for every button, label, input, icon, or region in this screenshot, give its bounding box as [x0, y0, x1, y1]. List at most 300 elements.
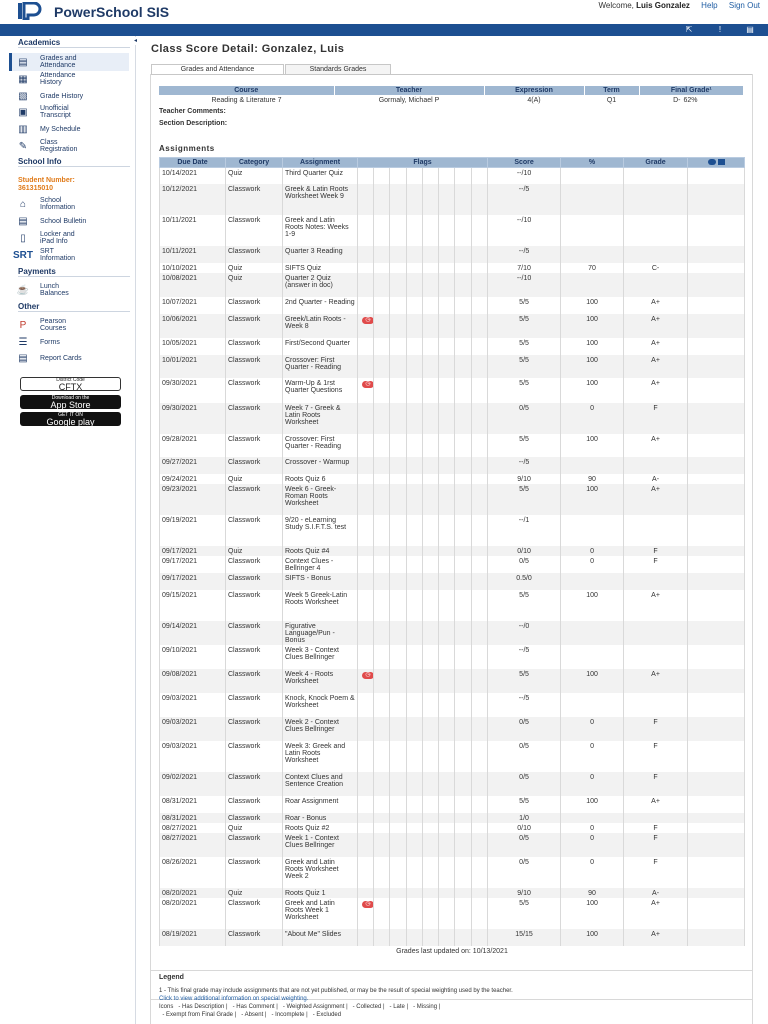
- flag-cell: [390, 378, 407, 403]
- alert-icon[interactable]: !: [718, 25, 722, 34]
- assignment-icons-cell: [688, 857, 745, 888]
- assignment-score: 5/5: [488, 314, 561, 338]
- assignment-name[interactable]: Roar Assignment: [283, 796, 358, 813]
- assignment-name[interactable]: Crossover: First Quarter - Reading: [283, 355, 358, 378]
- district-code-label: District Code: [56, 376, 85, 383]
- flag-cell: [407, 338, 423, 355]
- assignment-row: [160, 246, 745, 263]
- attendance-icon: ▦: [18, 73, 28, 85]
- flag-cell: [455, 314, 472, 338]
- flag-cell: [358, 645, 374, 669]
- flag-cell: [455, 717, 472, 741]
- flag-cell: [358, 297, 374, 314]
- sign-out-link[interactable]: Sign Out: [728, 1, 760, 10]
- flag-cell: [407, 403, 423, 434]
- assignment-name[interactable]: Greek and Latin Roots Worksheet Week 2: [283, 857, 358, 888]
- column-header-icons: [688, 158, 745, 168]
- legend: [150, 970, 753, 1024]
- flag-cell: [472, 484, 488, 515]
- assignment-grade: A+: [624, 338, 688, 355]
- flag-cell: [455, 823, 472, 833]
- report-cards-icon: ▤: [18, 352, 28, 364]
- assignment-row: [160, 669, 745, 693]
- assignment-icons-cell: [688, 590, 745, 621]
- flag-cell: [439, 338, 455, 355]
- flag-cell: [358, 888, 374, 898]
- assignment-category: Classwork: [226, 693, 283, 717]
- sidebar-item-report-cards[interactable]: [12, 349, 132, 367]
- assignment-row: [160, 898, 745, 929]
- assignment-due-date: 08/20/2021: [160, 888, 226, 898]
- assignment-name[interactable]: Week 5 Greek-Latin Roots Worksheet: [283, 590, 358, 621]
- flag-cell: [407, 215, 423, 246]
- assignment-icons-cell: [688, 184, 745, 215]
- assignment-name[interactable]: Roots Quiz #2: [283, 823, 358, 833]
- flag-cell: [358, 772, 374, 796]
- assignment-percent: 0: [561, 772, 624, 796]
- assignment-icons-cell: [688, 215, 745, 246]
- assignment-due-date: 08/19/2021: [160, 929, 226, 946]
- flag-cell: [423, 621, 439, 645]
- assignment-name[interactable]: Greek and Latin Roots Notes: Weeks 1-9: [283, 215, 358, 246]
- flag-cell: [439, 741, 455, 772]
- assignment-name[interactable]: Week 7 - Greek & Latin Roots Worksheet: [283, 403, 358, 434]
- assignment-percent: 100: [561, 669, 624, 693]
- assignment-icons-cell: [688, 355, 745, 378]
- assignment-category: Classwork: [226, 246, 283, 263]
- flag-cell: [390, 888, 407, 898]
- assignment-percent: 100: [561, 898, 624, 929]
- academics-heading: Academics: [18, 38, 61, 47]
- assignment-due-date: 10/11/2021: [160, 246, 226, 263]
- sidebar-item-attendance-history[interactable]: [12, 70, 132, 88]
- assignment-category: Quiz: [226, 263, 283, 273]
- sidebar-item-label: Forms: [40, 338, 60, 346]
- flag-cell: [439, 484, 455, 515]
- flag-cell: [374, 403, 390, 434]
- assignment-name[interactable]: Week 1 - Context Clues Bellringer: [283, 833, 358, 857]
- flag-cell: [472, 338, 488, 355]
- flag-cell: [472, 813, 488, 823]
- flag-cell: [455, 403, 472, 434]
- grades-updated-text: Grades last updated on: 10/13/2021: [396, 948, 508, 955]
- flag-cell: [374, 215, 390, 246]
- assignment-due-date: 08/27/2021: [160, 823, 226, 833]
- flag-cell: [390, 457, 407, 474]
- flag-cell: [390, 693, 407, 717]
- assignment-due-date: 09/30/2021: [160, 403, 226, 434]
- assignment-row: [160, 314, 745, 338]
- sidebar-item-lunch-balances[interactable]: [12, 281, 132, 299]
- assignment-percent: [561, 573, 624, 590]
- assignment-icons-cell: [688, 693, 745, 717]
- collapse-sidebar-icon[interactable]: ◂: [134, 37, 141, 45]
- flag-cell: [358, 693, 374, 717]
- flag-cell: [472, 546, 488, 556]
- flag-cell: [374, 246, 390, 263]
- assignment-percent: [561, 645, 624, 669]
- late-flag-icon[interactable]: ◷: [362, 672, 374, 679]
- assignment-name[interactable]: Third Quarter Quiz: [283, 168, 358, 184]
- sidebar-item-label: School Bulletin: [40, 217, 87, 225]
- external-link-icon[interactable]: ⇱: [685, 25, 693, 34]
- assignment-due-date: 09/03/2021: [160, 693, 226, 717]
- assignment-name[interactable]: Crossover: First Quarter - Reading: [283, 434, 358, 457]
- tab-standards-grades[interactable]: Standards Grades: [285, 64, 391, 74]
- flag-cell: [374, 484, 390, 515]
- flag-cell: [374, 741, 390, 772]
- assignment-row: [160, 297, 745, 314]
- assignment-name[interactable]: Week 6 - Greek-Roman Roots Worksheet: [283, 484, 358, 515]
- assignment-name[interactable]: Greek/Latin Roots - Week 8: [283, 314, 358, 338]
- flag-cell: [358, 378, 374, 403]
- flag-cell: [390, 246, 407, 263]
- assignment-category: Classwork: [226, 929, 283, 946]
- sidebar-item-srt-information[interactable]: [12, 246, 132, 264]
- column-header-grade[interactable]: Grade: [624, 158, 688, 168]
- flag-cell: [390, 898, 407, 929]
- legend-title: Legend: [159, 974, 184, 981]
- assignment-grade: [624, 515, 688, 546]
- flag-cell: [423, 515, 439, 546]
- flag-cell: [423, 297, 439, 314]
- assignment-row: [160, 484, 745, 515]
- sidebar-item-unofficial-transcript[interactable]: [12, 103, 132, 121]
- info-icon: [708, 159, 716, 165]
- flag-cell: [358, 474, 374, 484]
- assignment-icons-cell: [688, 546, 745, 556]
- flag-cell: [439, 929, 455, 946]
- assignment-row: [160, 355, 745, 378]
- flag-cell: [423, 823, 439, 833]
- assignment-name[interactable]: Knock, Knock Poem & Worksheet: [283, 693, 358, 717]
- assignment-name[interactable]: Week 3: Greek and Latin Roots Worksheet: [283, 741, 358, 772]
- assignment-category: Classwork: [226, 457, 283, 474]
- assignment-score: 5/5: [488, 338, 561, 355]
- flag-cell: [455, 898, 472, 929]
- flag-cell: [472, 314, 488, 338]
- flag-cell: [358, 590, 374, 621]
- assignment-category: Classwork: [226, 314, 283, 338]
- flag-cell: [455, 621, 472, 645]
- assignment-name[interactable]: Roots Quiz 1: [283, 888, 358, 898]
- flag-cell: [439, 898, 455, 929]
- powerschool-logo-icon: [17, 2, 45, 20]
- assignment-grade: F: [624, 403, 688, 434]
- final-percent: 62%: [683, 96, 698, 104]
- flag-cell: [439, 813, 455, 823]
- assignment-category: Classwork: [226, 772, 283, 796]
- flag-cell: [455, 888, 472, 898]
- flag-cell: [358, 457, 374, 474]
- google-play-text: Google play: [46, 416, 95, 427]
- assignment-grade: A-: [624, 888, 688, 898]
- flag-cell: [423, 484, 439, 515]
- sidebar-item-school-information[interactable]: [12, 195, 132, 213]
- assignment-name[interactable]: Week 4 - Roots Worksheet: [283, 669, 358, 693]
- assignment-category: Classwork: [226, 857, 283, 888]
- flag-cell: [358, 546, 374, 556]
- column-header-category[interactable]: Category: [226, 158, 283, 168]
- assignment-name[interactable]: 9/20 - eLearning Study S.I.F.T.S. test: [283, 515, 358, 546]
- divider: [18, 276, 130, 277]
- assignment-icons-cell: [688, 888, 745, 898]
- column-header-due-date[interactable]: Due Date: [160, 158, 226, 168]
- app-store-badge[interactable]: [20, 395, 121, 409]
- assignment-category: Quiz: [226, 888, 283, 898]
- assignment-score: --/10: [488, 168, 561, 184]
- flag-cell: [472, 297, 488, 314]
- flag-cell: [472, 823, 488, 833]
- district-code-value: CFTX: [58, 381, 83, 392]
- assignment-grade: [624, 184, 688, 215]
- flag-cell: [358, 898, 374, 929]
- assignment-category: Classwork: [226, 573, 283, 590]
- assignment-icons-cell: [688, 813, 745, 823]
- school-info-heading: School Info: [18, 157, 62, 166]
- assignment-percent: 0: [561, 717, 624, 741]
- assignment-icons-cell: [688, 484, 745, 515]
- assignment-category: Quiz: [226, 273, 283, 297]
- divider: [18, 311, 130, 312]
- assignment-percent: [561, 515, 624, 546]
- assignment-score: --/5: [488, 457, 561, 474]
- flag-cell: [374, 314, 390, 338]
- flag-cell: [472, 833, 488, 857]
- assignment-name[interactable]: Roar - Bonus: [283, 813, 358, 823]
- assignment-name[interactable]: Week 3 - Context Clues Bellringer: [283, 645, 358, 669]
- column-header: Final Grade¹: [639, 86, 744, 95]
- assignment-icons-cell: [688, 645, 745, 669]
- late-flag-icon[interactable]: ◷: [362, 317, 374, 324]
- assignment-category: Classwork: [226, 898, 283, 929]
- assignment-grade: [624, 168, 688, 184]
- flag-cell: [374, 168, 390, 184]
- flag-cell: [390, 297, 407, 314]
- sidebar-item-my-schedule[interactable]: [12, 120, 132, 138]
- assignment-icons-cell: [688, 297, 745, 314]
- sidebar-item-pearson-courses[interactable]: [12, 316, 132, 334]
- flag-cell: [390, 741, 407, 772]
- flag-cell: [390, 796, 407, 813]
- flag-cell: [423, 898, 439, 929]
- teacher-name: Gormaly, Michael P: [378, 96, 440, 104]
- assignment-score: --/5: [488, 246, 561, 263]
- flag-cell: [407, 515, 423, 546]
- flag-cell: [439, 693, 455, 717]
- assignment-name[interactable]: Roots Quiz 6: [283, 474, 358, 484]
- assignment-name[interactable]: Greek and Latin Roots Week 1 Worksheet: [283, 898, 358, 929]
- assignment-name[interactable]: Warm-Up & 1rst Quarter Questions: [283, 378, 358, 403]
- assignment-name[interactable]: Context Clues - Bellringer 4: [283, 556, 358, 573]
- assignment-name[interactable]: Quarter 3 Reading: [283, 246, 358, 263]
- late-flag-icon[interactable]: ◷: [362, 901, 374, 908]
- assignment-grade: C-: [624, 263, 688, 273]
- flag-cell: [358, 621, 374, 645]
- course-summary-table: [159, 86, 744, 105]
- flag-cell: [390, 929, 407, 946]
- assignment-due-date: 09/17/2021: [160, 546, 226, 556]
- assignment-score: --/0: [488, 621, 561, 645]
- flag-cell: [439, 573, 455, 590]
- flag-cell: [455, 215, 472, 246]
- flag-cell: [390, 515, 407, 546]
- flag-cell: [423, 246, 439, 263]
- sidebar-item-locker-ipad[interactable]: [12, 229, 132, 247]
- assignment-name[interactable]: Week 2 - Context Clues Bellringer: [283, 717, 358, 741]
- flag-cell: [407, 556, 423, 573]
- assignment-row: [160, 546, 745, 556]
- flag-cell: [358, 434, 374, 457]
- flag-cell: [390, 669, 407, 693]
- flag-cell: [407, 246, 423, 263]
- flag-cell: [374, 434, 390, 457]
- column-header-assignment[interactable]: Assignment: [283, 158, 358, 168]
- print-icon[interactable]: ▤: [746, 25, 754, 34]
- assignment-percent: [561, 246, 624, 263]
- flag-cell: [439, 515, 455, 546]
- assignment-icons-cell: [688, 796, 745, 813]
- assignment-due-date: 08/26/2021: [160, 857, 226, 888]
- assignment-name[interactable]: Context Clues and Sentence Creation: [283, 772, 358, 796]
- column-header-score[interactable]: Score: [488, 158, 561, 168]
- google-play-badge[interactable]: [20, 412, 121, 426]
- flag-cell: [390, 168, 407, 184]
- sidebar-item-grades-attendance[interactable]: [9, 53, 129, 71]
- sidebar-item-label: Class Registration: [40, 139, 78, 153]
- flag-cell: [423, 717, 439, 741]
- assignment-due-date: 10/08/2021: [160, 273, 226, 297]
- assignment-icons-cell: [688, 314, 745, 338]
- other-heading: Other: [18, 302, 40, 311]
- flag-cell: [374, 833, 390, 857]
- flag-cell: [374, 857, 390, 888]
- sidebar-item-class-registration[interactable]: [12, 137, 132, 155]
- flag-cell: [423, 813, 439, 823]
- assignment-grade: [624, 621, 688, 645]
- flag-cell: [374, 378, 390, 403]
- assignment-grade: A+: [624, 378, 688, 403]
- assignment-percent: 100: [561, 796, 624, 813]
- flag-cell: [472, 355, 488, 378]
- assignment-name[interactable]: Quarter 2 Quiz (answer in doc): [283, 273, 358, 297]
- assignment-score: 5/5: [488, 669, 561, 693]
- flag-cell: [358, 929, 374, 946]
- assignment-grade: [624, 813, 688, 823]
- flag-cell: [390, 717, 407, 741]
- sidebar-item-label: My Schedule: [40, 125, 81, 133]
- flag-cell: [374, 556, 390, 573]
- assignment-due-date: 09/30/2021: [160, 378, 226, 403]
- assignment-due-date: 10/05/2021: [160, 338, 226, 355]
- student-number-value: 361315010: [18, 185, 54, 192]
- assignment-grade: F: [624, 556, 688, 573]
- assignment-grade: A+: [624, 669, 688, 693]
- legend-icons-line-1: Icons - Has Description | - Has Comment | - Weighted Assignment | - Collected | - Late | - Missing |: [159, 1004, 441, 1010]
- flag-cell: [407, 645, 423, 669]
- flag-cell: [390, 273, 407, 297]
- assignment-percent: [561, 813, 624, 823]
- flag-cell: [374, 338, 390, 355]
- assignment-icons-cell: [688, 457, 745, 474]
- flag-cell: [472, 645, 488, 669]
- assignment-score: 0/10: [488, 546, 561, 556]
- flag-cell: [374, 297, 390, 314]
- assignment-icons-cell: [688, 717, 745, 741]
- sidebar-item-school-bulletin[interactable]: [12, 212, 132, 230]
- tab-grades-attendance[interactable]: Grades and Attendance: [151, 64, 284, 74]
- flag-cell: [455, 590, 472, 621]
- assignment-name[interactable]: Roots Quiz #4: [283, 546, 358, 556]
- flag-cell: [439, 645, 455, 669]
- assignment-icons-cell: [688, 378, 745, 403]
- assignment-name[interactable]: SIFTS - Bonus: [283, 573, 358, 590]
- flag-cell: [423, 833, 439, 857]
- flag-cell: [407, 378, 423, 403]
- flag-cell: [472, 378, 488, 403]
- assignment-score: 9/10: [488, 474, 561, 484]
- flag-cell: [407, 434, 423, 457]
- flag-cell: [423, 772, 439, 796]
- district-code-badge[interactable]: [20, 377, 121, 391]
- flag-cell: [407, 297, 423, 314]
- toolbar-bar: [0, 24, 768, 36]
- flag-cell: [407, 898, 423, 929]
- assignment-name[interactable]: Crossover - Warmup: [283, 457, 358, 474]
- assignment-name[interactable]: SIFTS Quiz: [283, 263, 358, 273]
- flag-cell: [407, 314, 423, 338]
- flag-cell: [423, 645, 439, 669]
- assignment-grade: A-: [624, 474, 688, 484]
- assignment-grade: A+: [624, 796, 688, 813]
- flag-cell: [472, 215, 488, 246]
- assignment-row: [160, 338, 745, 355]
- sidebar-item-label: Grade History: [40, 92, 84, 100]
- assignment-category: Classwork: [226, 741, 283, 772]
- assignment-name[interactable]: Greek & Latin Roots Worksheet Week 9: [283, 184, 358, 215]
- page-title: Class Score Detail: Gonzalez, Luis: [151, 43, 345, 55]
- flag-cell: [472, 888, 488, 898]
- flag-cell: [472, 573, 488, 590]
- late-flag-icon[interactable]: ◷: [362, 381, 374, 388]
- assignment-name[interactable]: 2nd Quarter - Reading: [283, 297, 358, 314]
- flag-cell: [455, 168, 472, 184]
- flag-cell: [472, 263, 488, 273]
- flag-cell: [390, 263, 407, 273]
- flag-cell: [390, 556, 407, 573]
- assignment-name[interactable]: First/Second Quarter: [283, 338, 358, 355]
- assignment-icons-cell: [688, 403, 745, 434]
- assignment-icons-cell: [688, 263, 745, 273]
- flag-cell: [455, 378, 472, 403]
- flag-cell: [390, 338, 407, 355]
- assignment-percent: 0: [561, 546, 624, 556]
- flag-cell: [407, 813, 423, 823]
- flag-cell: [455, 434, 472, 457]
- flag-cell: [472, 515, 488, 546]
- legend-footnote: 1 - This final grade may include assignments that are not yet published, or may be the result of special weighting used by the teacher.: [159, 988, 513, 994]
- flag-cell: [374, 355, 390, 378]
- assignment-name[interactable]: Figurative Language/Pun - Bonus: [283, 621, 358, 645]
- assignment-due-date: 09/23/2021: [160, 484, 226, 515]
- pearson-icon: P: [19, 319, 27, 331]
- help-link[interactable]: Help: [701, 1, 718, 10]
- flag-cell: [423, 741, 439, 772]
- special-weighting-link[interactable]: Click to view additional information on special weighting.: [159, 996, 309, 1002]
- column-header-percent[interactable]: %: [561, 158, 624, 168]
- column-header-flags: Flags: [358, 158, 488, 168]
- assignment-name[interactable]: "About Me" Slides: [283, 929, 358, 946]
